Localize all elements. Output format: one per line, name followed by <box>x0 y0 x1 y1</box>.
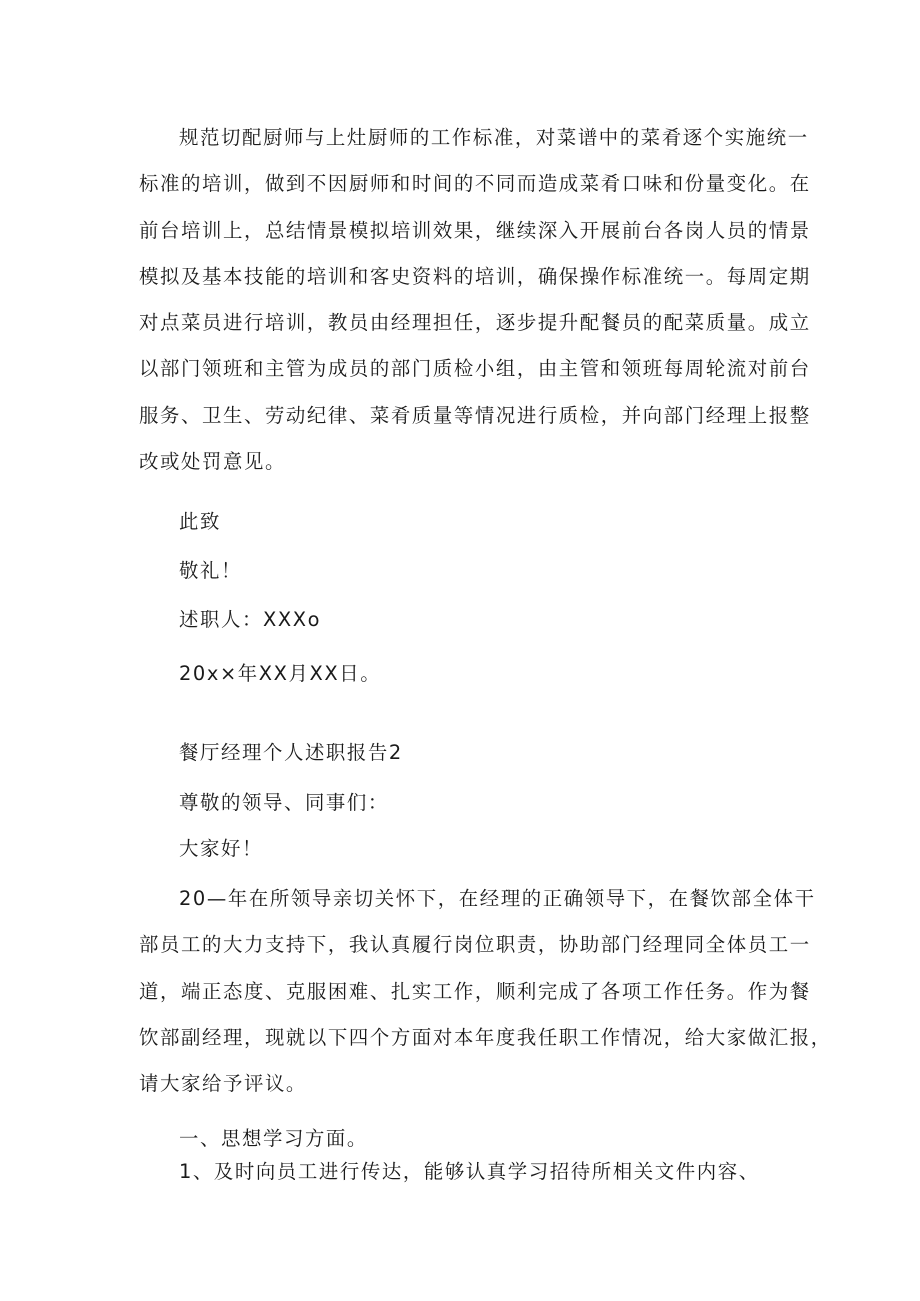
paragraph-line: 对点菜员进行培训，教员由经理担任，逐步提升配餐员的配菜质量。成立 <box>139 311 811 335</box>
paragraph-line: 请大家给予评议。 <box>139 1072 307 1096</box>
paragraph-line: 前台培训上，总结情景模拟培训效果，继续深入开展前台各岗人员的情景 <box>139 218 811 242</box>
greeting-line: 尊敬的领导、同事们： <box>179 791 389 814</box>
section-heading: 一、思想学习方面。 <box>179 1127 368 1150</box>
list-item: 1、及时向员工进行传达，能够认真学习招待所相关文件内容、 <box>179 1160 760 1183</box>
paragraph-line: 20—年在所领导亲切关怀下，在经理的正确领导下，在餐饮部全体干 <box>179 887 816 910</box>
report-title: 餐厅经理个人述职报告2 <box>179 741 403 764</box>
paragraph-line: 以部门领班和主管为成员的部门质检小组，由主管和领班每周轮流对前台 <box>139 357 811 381</box>
date-line: 20x×年XX月XX日。 <box>179 662 382 685</box>
paragraph-line: 部员工的大力支持下，我认真履行岗位职责，协助部门经理同全体员工一 <box>139 933 811 957</box>
paragraph-line: 标准的培训，做到不因厨师和时间的不同而造成菜肴口味和份量变化。在 <box>139 172 811 196</box>
body-paragraph-1 <box>139 115 811 485</box>
signer-line: 述职人：XXXo <box>179 608 322 631</box>
paragraph-line: 模拟及基本技能的培训和客史资料的培训，确保操作标准统一。每周定期 <box>139 264 811 288</box>
salute-text: 敬礼！ <box>179 559 242 582</box>
paragraph-line: 规范切配厨师与上灶厨师的工作标准，对菜谱中的菜肴逐个实施统一 <box>179 126 809 149</box>
hello-line: 大家好！ <box>179 837 263 860</box>
closing-text: 此致 <box>179 510 221 533</box>
paragraph-line: 饮部副经理，现就以下四个方面对本年度我任职工作情况，给大家做汇报， <box>139 1025 832 1049</box>
paragraph-line: 服务、卫生、劳动纪律、菜肴质量等情况进行质检，并向部门经理上报整 <box>139 403 811 427</box>
body-paragraph-2 <box>139 876 832 1107</box>
paragraph-line: 改或处罚意见。 <box>139 450 286 474</box>
paragraph-line: 道，端正态度、克服困难、扎实工作，顺利完成了各项工作任务。作为餐 <box>139 979 811 1003</box>
